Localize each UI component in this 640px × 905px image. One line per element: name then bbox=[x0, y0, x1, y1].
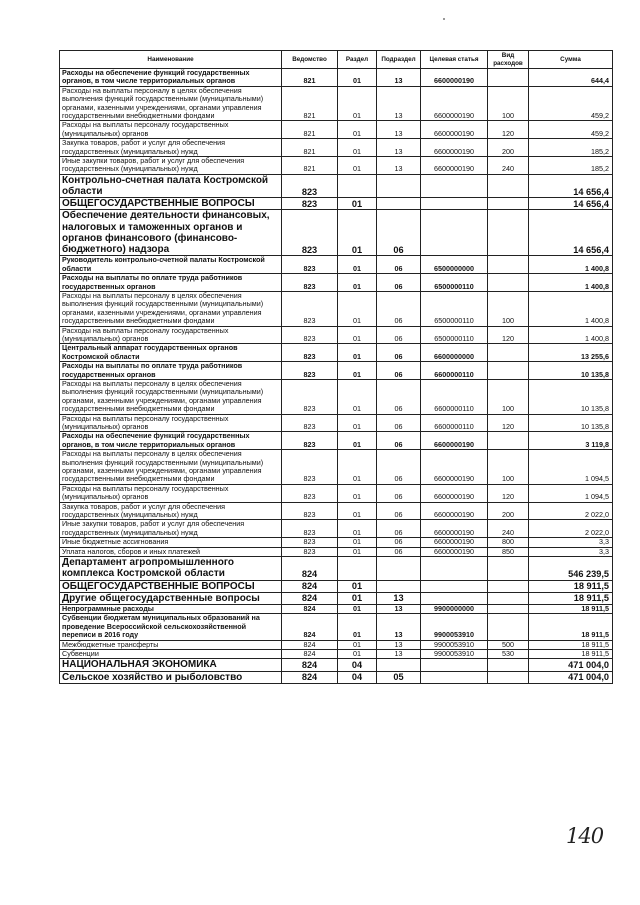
table-row bbox=[60, 659, 613, 671]
row-summa: 2 022,0 bbox=[529, 520, 613, 538]
row-summa: 3,3 bbox=[529, 547, 613, 556]
row-podrazdel: 13 bbox=[377, 604, 421, 613]
row-celevaya-statya: 6600000190 bbox=[421, 520, 488, 538]
row-summa: 471 004,0 bbox=[529, 659, 613, 671]
table-row bbox=[60, 139, 613, 157]
row-name: НАЦИОНАЛЬНАЯ ЭКОНОМИКА bbox=[60, 659, 282, 671]
table-row bbox=[60, 484, 613, 502]
row-celevaya-statya: 6600000190 bbox=[421, 86, 488, 121]
row-razdel: 01 bbox=[338, 291, 377, 326]
row-podrazdel: 06 bbox=[377, 538, 421, 547]
row-vedomstvo: 824 bbox=[282, 557, 338, 580]
header-vedomstvo: Ведомство bbox=[282, 51, 338, 69]
row-vid-rashodov: 120 bbox=[488, 414, 529, 432]
row-summa: 2 022,0 bbox=[529, 502, 613, 520]
header-razdel: Раздел bbox=[338, 51, 377, 69]
row-name: Уплата налогов, сборов и иных платежей bbox=[60, 547, 282, 556]
row-summa: 185,2 bbox=[529, 157, 613, 175]
row-vedomstvo: 824 bbox=[282, 604, 338, 613]
row-summa: 1 094,5 bbox=[529, 484, 613, 502]
row-name: Центральный аппарат государственных органов Костромской области bbox=[60, 344, 282, 362]
row-celevaya-statya: 6600000190 bbox=[421, 157, 488, 175]
row-razdel: 01 bbox=[338, 614, 377, 640]
row-name: Иные закупки товаров, работ и услуг для обеспечения государственных (муниципальных) нужд bbox=[60, 157, 282, 175]
row-vid-rashodov: 100 bbox=[488, 379, 529, 414]
header-celevaya-statya: Целевая статья bbox=[421, 51, 488, 69]
row-vedomstvo: 824 bbox=[282, 580, 338, 592]
row-name: Другие общегосударственные вопросы bbox=[60, 592, 282, 604]
row-vedomstvo: 824 bbox=[282, 614, 338, 640]
table-row bbox=[60, 379, 613, 414]
row-vedomstvo: 824 bbox=[282, 640, 338, 649]
row-vid-rashodov: 200 bbox=[488, 139, 529, 157]
row-vedomstvo: 823 bbox=[282, 414, 338, 432]
table-row bbox=[60, 362, 613, 380]
row-razdel: 01 bbox=[338, 157, 377, 175]
row-razdel: 01 bbox=[338, 640, 377, 649]
table-row bbox=[60, 671, 613, 683]
row-vedomstvo: 823 bbox=[282, 520, 338, 538]
row-vid-rashodov bbox=[488, 557, 529, 580]
row-name: Расходы на выплаты по оплате труда работников государственных органов bbox=[60, 274, 282, 292]
row-summa: 459,2 bbox=[529, 86, 613, 121]
row-celevaya-statya: 9900053910 bbox=[421, 640, 488, 649]
row-vid-rashodov bbox=[488, 198, 529, 210]
row-vid-rashodov: 120 bbox=[488, 121, 529, 139]
row-podrazdel: 06 bbox=[377, 291, 421, 326]
row-razdel: 04 bbox=[338, 671, 377, 683]
row-vid-rashodov bbox=[488, 659, 529, 671]
row-podrazdel: 06 bbox=[377, 547, 421, 556]
row-name: Сельское хозяйство и рыболовство bbox=[60, 671, 282, 683]
row-razdel: 01 bbox=[338, 520, 377, 538]
row-celevaya-statya bbox=[421, 174, 488, 197]
row-vid-rashodov bbox=[488, 604, 529, 613]
row-summa: 14 656,4 bbox=[529, 174, 613, 197]
row-podrazdel: 06 bbox=[377, 432, 421, 450]
row-vedomstvo: 821 bbox=[282, 121, 338, 139]
row-name: Межбюджетные трансферты bbox=[60, 640, 282, 649]
row-razdel: 01 bbox=[338, 592, 377, 604]
row-celevaya-statya bbox=[421, 671, 488, 683]
row-razdel: 01 bbox=[338, 432, 377, 450]
row-podrazdel: 06 bbox=[377, 274, 421, 292]
row-podrazdel bbox=[377, 557, 421, 580]
row-vedomstvo: 823 bbox=[282, 198, 338, 210]
row-razdel bbox=[338, 174, 377, 197]
row-razdel bbox=[338, 557, 377, 580]
row-celevaya-statya: 6500000110 bbox=[421, 274, 488, 292]
row-celevaya-statya: 6600000190 bbox=[421, 538, 488, 547]
table-row bbox=[60, 557, 613, 580]
row-podrazdel: 06 bbox=[377, 520, 421, 538]
scan-speck bbox=[443, 18, 445, 20]
row-podrazdel: 06 bbox=[377, 256, 421, 274]
row-summa: 18 911,5 bbox=[529, 604, 613, 613]
row-summa: 471 004,0 bbox=[529, 671, 613, 683]
row-summa: 10 135,8 bbox=[529, 362, 613, 380]
row-vid-rashodov bbox=[488, 174, 529, 197]
row-vid-rashodov: 240 bbox=[488, 520, 529, 538]
row-razdel: 01 bbox=[338, 210, 377, 256]
row-name: Контрольно-счетная палата Костромской области bbox=[60, 174, 282, 197]
row-summa: 18 911,5 bbox=[529, 592, 613, 604]
row-podrazdel: 06 bbox=[377, 210, 421, 256]
row-name: ОБЩЕГОСУДАРСТВЕННЫЕ ВОПРОСЫ bbox=[60, 580, 282, 592]
row-podrazdel: 13 bbox=[377, 649, 421, 658]
row-summa: 459,2 bbox=[529, 121, 613, 139]
row-podrazdel: 06 bbox=[377, 414, 421, 432]
row-summa: 1 400,8 bbox=[529, 274, 613, 292]
row-vedomstvo: 823 bbox=[282, 274, 338, 292]
row-vid-rashodov bbox=[488, 344, 529, 362]
row-vid-rashodov bbox=[488, 580, 529, 592]
row-razdel: 01 bbox=[338, 69, 377, 87]
row-razdel: 01 bbox=[338, 649, 377, 658]
row-razdel: 01 bbox=[338, 379, 377, 414]
row-podrazdel bbox=[377, 174, 421, 197]
row-podrazdel bbox=[377, 198, 421, 210]
table-row bbox=[60, 580, 613, 592]
row-celevaya-statya: 6600000190 bbox=[421, 432, 488, 450]
row-podrazdel: 06 bbox=[377, 502, 421, 520]
row-celevaya-statya bbox=[421, 210, 488, 256]
table-row bbox=[60, 210, 613, 256]
row-celevaya-statya: 9900053910 bbox=[421, 614, 488, 640]
header-podrazdel: Подраздел bbox=[377, 51, 421, 69]
row-podrazdel: 06 bbox=[377, 344, 421, 362]
row-razdel: 01 bbox=[338, 538, 377, 547]
row-vid-rashodov bbox=[488, 362, 529, 380]
row-name: Расходы на обеспечение функций государственных органов, в том числе территориальных органов bbox=[60, 69, 282, 87]
table-row bbox=[60, 121, 613, 139]
row-vid-rashodov: 100 bbox=[488, 86, 529, 121]
row-summa: 18 911,5 bbox=[529, 649, 613, 658]
row-vid-rashodov: 120 bbox=[488, 484, 529, 502]
row-podrazdel bbox=[377, 580, 421, 592]
row-vedomstvo: 823 bbox=[282, 379, 338, 414]
row-podrazdel: 06 bbox=[377, 379, 421, 414]
table-row bbox=[60, 326, 613, 344]
row-celevaya-statya bbox=[421, 557, 488, 580]
row-razdel: 01 bbox=[338, 547, 377, 556]
row-razdel: 01 bbox=[338, 484, 377, 502]
row-vedomstvo: 824 bbox=[282, 671, 338, 683]
row-razdel: 01 bbox=[338, 326, 377, 344]
row-vedomstvo: 823 bbox=[282, 547, 338, 556]
row-podrazdel: 06 bbox=[377, 362, 421, 380]
row-name: Расходы на выплаты персоналу в целях обеспечения выполнения функций государственными (муниципальными) органами, казенными учреждениями, органами управления государственными внебюджетными фондами bbox=[60, 450, 282, 485]
row-summa: 13 255,6 bbox=[529, 344, 613, 362]
row-name: Расходы на выплаты персоналу государственных (муниципальных) органов bbox=[60, 484, 282, 502]
row-celevaya-statya: 6600000190 bbox=[421, 484, 488, 502]
row-vedomstvo: 823 bbox=[282, 484, 338, 502]
table-row bbox=[60, 502, 613, 520]
header-vid-rashodov: Вид расходов bbox=[488, 51, 529, 69]
row-vid-rashodov: 100 bbox=[488, 450, 529, 485]
row-name: Расходы на выплаты персоналу государственных (муниципальных) органов bbox=[60, 414, 282, 432]
row-podrazdel: 06 bbox=[377, 326, 421, 344]
row-celevaya-statya: 6600000000 bbox=[421, 344, 488, 362]
table-row bbox=[60, 291, 613, 326]
row-razdel: 01 bbox=[338, 198, 377, 210]
row-razdel: 01 bbox=[338, 450, 377, 485]
table-row bbox=[60, 520, 613, 538]
row-vedomstvo: 823 bbox=[282, 362, 338, 380]
row-summa: 3,3 bbox=[529, 538, 613, 547]
row-celevaya-statya: 6600000190 bbox=[421, 139, 488, 157]
row-vid-rashodov bbox=[488, 432, 529, 450]
row-celevaya-statya: 6500000110 bbox=[421, 326, 488, 344]
row-vedomstvo: 823 bbox=[282, 450, 338, 485]
row-name: Иные закупки товаров, работ и услуг для обеспечения государственных (муниципальных) нужд bbox=[60, 520, 282, 538]
row-summa: 18 911,5 bbox=[529, 640, 613, 649]
row-summa: 1 400,8 bbox=[529, 326, 613, 344]
table-row bbox=[60, 640, 613, 649]
row-summa: 18 911,5 bbox=[529, 614, 613, 640]
row-vedomstvo: 823 bbox=[282, 538, 338, 547]
table-row bbox=[60, 174, 613, 197]
budget-table bbox=[59, 50, 613, 684]
row-podrazdel: 13 bbox=[377, 614, 421, 640]
row-summa: 185,2 bbox=[529, 139, 613, 157]
row-celevaya-statya: 6500000000 bbox=[421, 256, 488, 274]
row-celevaya-statya: 9900000000 bbox=[421, 604, 488, 613]
row-celevaya-statya: 6600000190 bbox=[421, 450, 488, 485]
row-razdel: 01 bbox=[338, 604, 377, 613]
row-celevaya-statya: 6600000110 bbox=[421, 362, 488, 380]
table-row bbox=[60, 274, 613, 292]
row-vedomstvo: 821 bbox=[282, 86, 338, 121]
table-row bbox=[60, 450, 613, 485]
table-body bbox=[60, 69, 613, 684]
row-vedomstvo: 823 bbox=[282, 326, 338, 344]
row-celevaya-statya: 6600000190 bbox=[421, 69, 488, 87]
row-celevaya-statya: 6500000110 bbox=[421, 291, 488, 326]
row-razdel: 01 bbox=[338, 274, 377, 292]
row-vid-rashodov bbox=[488, 69, 529, 87]
row-summa: 14 656,4 bbox=[529, 210, 613, 256]
row-name: Расходы на выплаты персоналу государственных (муниципальных) органов bbox=[60, 121, 282, 139]
row-vedomstvo: 823 bbox=[282, 432, 338, 450]
table-row bbox=[60, 157, 613, 175]
table-row bbox=[60, 538, 613, 547]
row-celevaya-statya: 6600000190 bbox=[421, 502, 488, 520]
table-row bbox=[60, 592, 613, 604]
row-summa: 10 135,8 bbox=[529, 379, 613, 414]
page-number-handwritten: 140 bbox=[566, 824, 604, 848]
row-vid-rashodov bbox=[488, 592, 529, 604]
row-vid-rashodov: 100 bbox=[488, 291, 529, 326]
table-row bbox=[60, 69, 613, 87]
row-vid-rashodov bbox=[488, 614, 529, 640]
row-celevaya-statya: 9900053910 bbox=[421, 649, 488, 658]
row-razdel: 01 bbox=[338, 344, 377, 362]
row-podrazdel: 13 bbox=[377, 640, 421, 649]
row-summa: 546 239,5 bbox=[529, 557, 613, 580]
row-celevaya-statya bbox=[421, 592, 488, 604]
row-name: Закупка товаров, работ и услуг для обеспечения государственных (муниципальных) нужд bbox=[60, 139, 282, 157]
row-razdel: 01 bbox=[338, 502, 377, 520]
row-celevaya-statya: 6600000190 bbox=[421, 547, 488, 556]
row-razdel: 01 bbox=[338, 362, 377, 380]
row-name: Руководитель контрольно-счетной палаты Костромской области bbox=[60, 256, 282, 274]
row-vid-rashodov: 800 bbox=[488, 538, 529, 547]
row-podrazdel: 13 bbox=[377, 139, 421, 157]
row-vedomstvo: 823 bbox=[282, 291, 338, 326]
row-vedomstvo: 821 bbox=[282, 157, 338, 175]
table-row bbox=[60, 198, 613, 210]
row-celevaya-statya bbox=[421, 198, 488, 210]
table-row bbox=[60, 432, 613, 450]
row-summa: 1 400,8 bbox=[529, 256, 613, 274]
row-razdel: 01 bbox=[338, 580, 377, 592]
row-name: Расходы на выплаты по оплате труда работников государственных органов bbox=[60, 362, 282, 380]
row-vedomstvo: 823 bbox=[282, 256, 338, 274]
row-summa: 1 400,8 bbox=[529, 291, 613, 326]
table-row bbox=[60, 414, 613, 432]
row-summa: 10 135,8 bbox=[529, 414, 613, 432]
row-celevaya-statya: 6600000110 bbox=[421, 414, 488, 432]
row-vedomstvo: 823 bbox=[282, 344, 338, 362]
row-name: Расходы на обеспечение функций государственных органов, в том числе территориальных органов bbox=[60, 432, 282, 450]
row-vedomstvo: 823 bbox=[282, 502, 338, 520]
table-row bbox=[60, 604, 613, 613]
row-summa: 14 656,4 bbox=[529, 198, 613, 210]
row-podrazdel: 05 bbox=[377, 671, 421, 683]
row-vid-rashodov bbox=[488, 274, 529, 292]
table-row bbox=[60, 256, 613, 274]
row-razdel: 01 bbox=[338, 139, 377, 157]
row-vedomstvo: 824 bbox=[282, 649, 338, 658]
row-name: Расходы на выплаты персоналу в целях обеспечения выполнения функций государственными (муниципальными) органами, казенными учреждениями, органами управления государственными внебюджетными фондами bbox=[60, 86, 282, 121]
row-vid-rashodov bbox=[488, 671, 529, 683]
row-name: Обеспечение деятельности финансовых, налоговых и таможенных органов и органов финансового (финансово-бюджетного) надзора bbox=[60, 210, 282, 256]
header-summa: Сумма bbox=[529, 51, 613, 69]
table-row bbox=[60, 649, 613, 658]
table-row bbox=[60, 614, 613, 640]
row-podrazdel: 13 bbox=[377, 69, 421, 87]
row-summa: 644,4 bbox=[529, 69, 613, 87]
row-vid-rashodov: 120 bbox=[488, 326, 529, 344]
row-vedomstvo: 821 bbox=[282, 139, 338, 157]
table-header-row bbox=[60, 51, 613, 69]
row-celevaya-statya: 6600000190 bbox=[421, 121, 488, 139]
row-vedomstvo: 821 bbox=[282, 69, 338, 87]
row-podrazdel: 13 bbox=[377, 121, 421, 139]
row-razdel: 01 bbox=[338, 414, 377, 432]
row-podrazdel: 13 bbox=[377, 157, 421, 175]
row-podrazdel: 13 bbox=[377, 592, 421, 604]
row-vid-rashodov: 240 bbox=[488, 157, 529, 175]
row-summa: 1 094,5 bbox=[529, 450, 613, 485]
row-name: ОБЩЕГОСУДАРСТВЕННЫЕ ВОПРОСЫ bbox=[60, 198, 282, 210]
row-vid-rashodov: 850 bbox=[488, 547, 529, 556]
row-summa: 18 911,5 bbox=[529, 580, 613, 592]
row-razdel: 01 bbox=[338, 256, 377, 274]
row-name: Субвенции bbox=[60, 649, 282, 658]
table-row bbox=[60, 547, 613, 556]
row-vedomstvo: 823 bbox=[282, 174, 338, 197]
row-celevaya-statya: 6600000110 bbox=[421, 379, 488, 414]
row-name: Расходы на выплаты персоналу государственных (муниципальных) органов bbox=[60, 326, 282, 344]
row-name: Департамент агропромышленного комплекса Костромской области bbox=[60, 557, 282, 580]
row-name: Субвенции бюджетам муниципальных образований на проведение Всероссийской сельскохозяйственной переписи в 2016 году bbox=[60, 614, 282, 640]
row-name: Расходы на выплаты персоналу в целях обеспечения выполнения функций государственными (муниципальными) органами, казенными учреждениями, органами управления государственными внебюджетными фондами bbox=[60, 379, 282, 414]
row-podrazdel bbox=[377, 659, 421, 671]
row-name: Иные бюджетные ассигнования bbox=[60, 538, 282, 547]
row-vedomstvo: 824 bbox=[282, 659, 338, 671]
row-name: Непрограммные расходы bbox=[60, 604, 282, 613]
row-vid-rashodov bbox=[488, 210, 529, 256]
row-celevaya-statya bbox=[421, 580, 488, 592]
row-podrazdel: 06 bbox=[377, 484, 421, 502]
row-vid-rashodov bbox=[488, 256, 529, 274]
table-row bbox=[60, 86, 613, 121]
header-name: Наименование bbox=[60, 51, 282, 69]
row-razdel: 01 bbox=[338, 121, 377, 139]
row-podrazdel: 13 bbox=[377, 86, 421, 121]
row-vid-rashodov: 500 bbox=[488, 640, 529, 649]
row-name: Закупка товаров, работ и услуг для обеспечения государственных (муниципальных) нужд bbox=[60, 502, 282, 520]
row-vedomstvo: 823 bbox=[282, 210, 338, 256]
row-celevaya-statya bbox=[421, 659, 488, 671]
table-row bbox=[60, 344, 613, 362]
row-vid-rashodov: 530 bbox=[488, 649, 529, 658]
row-razdel: 04 bbox=[338, 659, 377, 671]
row-name: Расходы на выплаты персоналу в целях обеспечения выполнения функций государственными (муниципальными) органами, казенными учреждениями, органами управления государственными внебюджетными фондами bbox=[60, 291, 282, 326]
row-summa: 3 119,8 bbox=[529, 432, 613, 450]
row-razdel: 01 bbox=[338, 86, 377, 121]
row-vedomstvo: 824 bbox=[282, 592, 338, 604]
row-podrazdel: 06 bbox=[377, 450, 421, 485]
row-vid-rashodov: 200 bbox=[488, 502, 529, 520]
